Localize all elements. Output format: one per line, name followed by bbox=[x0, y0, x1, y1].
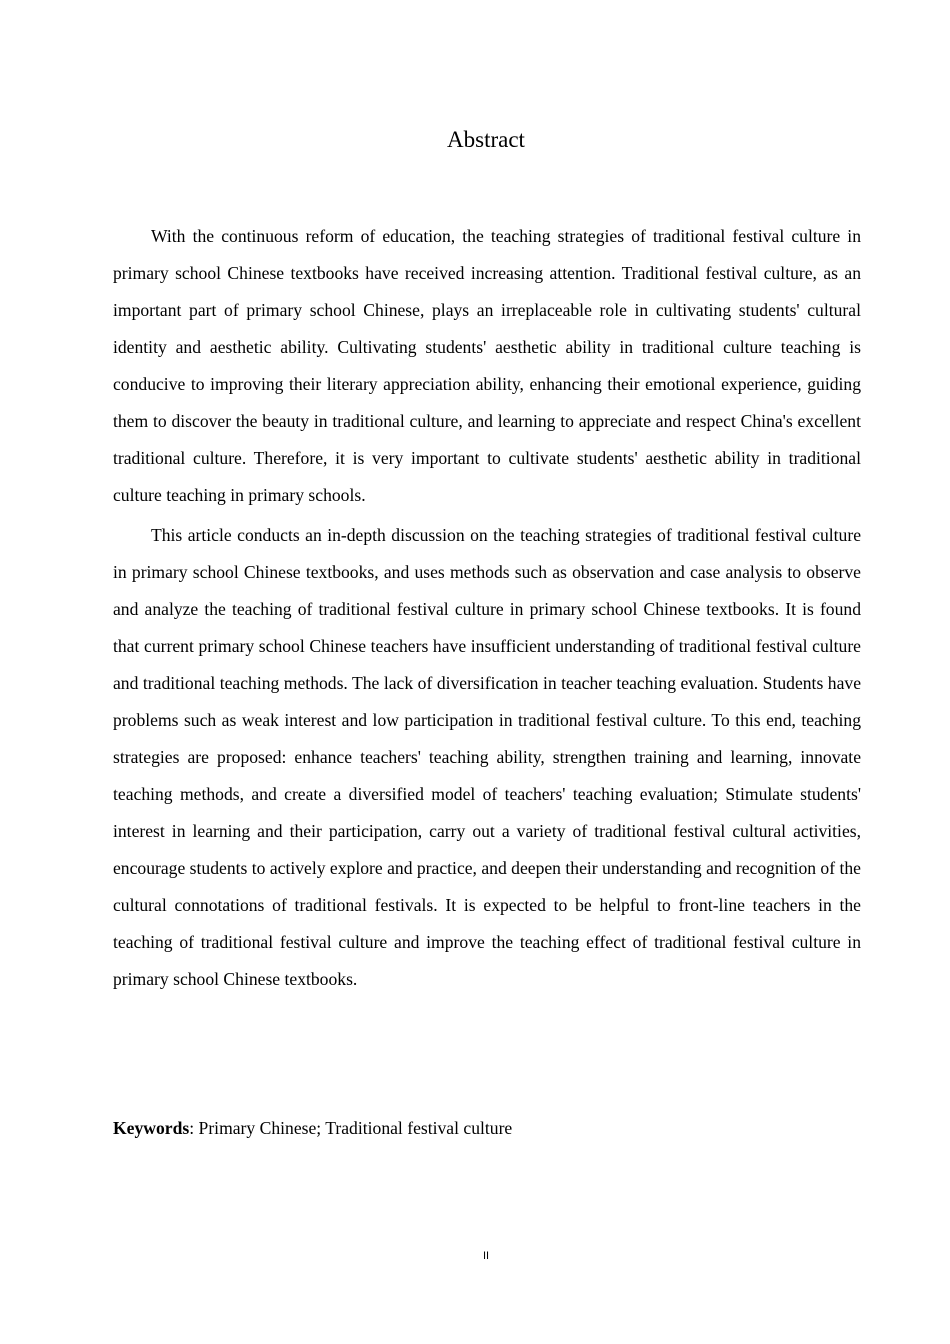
keywords-value: Primary Chinese; Traditional festival culture bbox=[198, 1118, 513, 1138]
page-number: II bbox=[482, 1250, 490, 1262]
keywords-line bbox=[113, 1112, 861, 1144]
abstract-paragraph-2: This article conducts an in-depth discussion on the teaching strategies of traditional festival culture in primary school Chinese textbooks, and uses methods such as observation and case analysis to observe and analyze the teaching of traditional festival culture in primary school Chinese textbooks. It is found that current primary school Chinese teachers have insufficient understanding of traditional festival culture and traditional teaching methods. The lack of diversification in teacher teaching evaluation. Students have problems such as weak interest and low participation in traditional festival culture. To this end, teaching strategies are proposed: enhance teachers' teaching ability, strengthen training and learning, innovate teaching methods, and create a diversified model of teachers' teaching evaluation; Stimulate students' interest in learning and their participation, carry out a variety of traditional festival cultural activities, encourage students to actively explore and practice, and deepen their understanding and recognition of the cultural connotations of traditional festivals. It is expected to be helpful to front-line teachers in the teaching of traditional festival culture and improve the teaching effect of traditional festival culture in primary school Chinese textbooks. bbox=[113, 525, 861, 989]
abstract-body bbox=[113, 218, 861, 998]
keywords-label: Keywords bbox=[113, 1118, 190, 1138]
page-title: Abstract bbox=[447, 127, 525, 152]
keywords-separator: : bbox=[189, 1118, 199, 1138]
abstract-paragraph-1: With the continuous reform of education, the teaching strategies of traditional festival culture in primary school Chinese textbooks have received increasing attention. Traditional festival culture, as an important part of primary school Chinese, plays an irreplaceable role in cultivating students' cultural identity and aesthetic ability. Cultivating students' aesthetic ability in traditional culture teaching is conducive to improving their literary appreciation ability, enhancing their emotional experience, guiding them to discover the beauty in traditional culture, and learning to appreciate and respect China's excellent traditional culture. Therefore, it is very important to cultivate students' aesthetic ability in traditional culture teaching in primary schools. bbox=[113, 226, 861, 505]
